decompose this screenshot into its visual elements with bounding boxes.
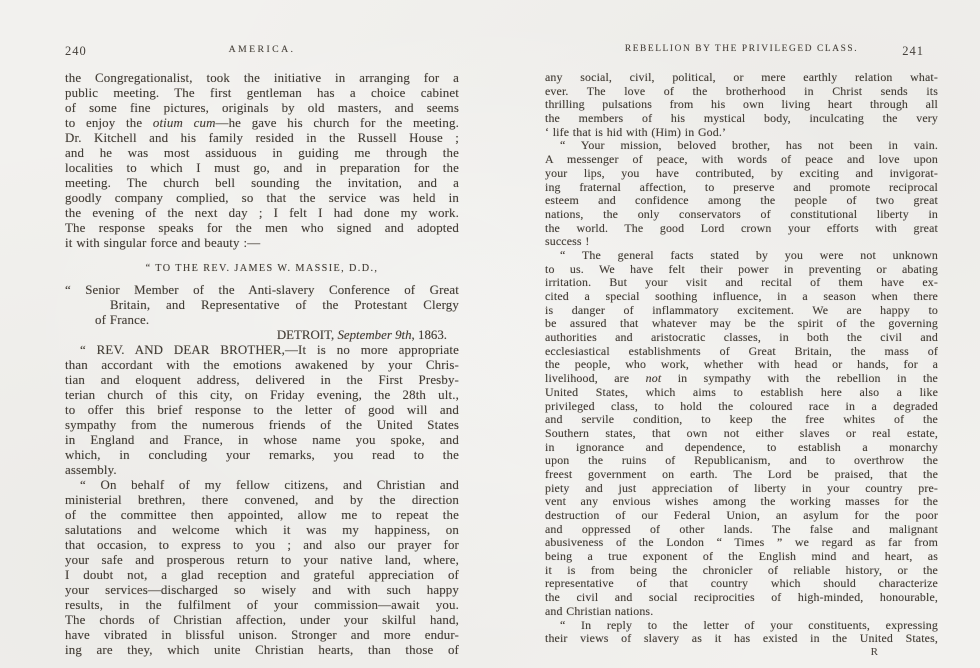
letter-dateline: DETROIT, September 9th, 1863. [276, 328, 447, 342]
text-line: cited a special soothing influence, in a season when there [545, 290, 938, 303]
text-line: their views of slavery as it has existed in the United States, [545, 632, 938, 646]
text-line: Southern states, that own not either slaves or real estate, [545, 426, 938, 440]
text-line: the members of his mystical body, inculcating the very [545, 112, 938, 126]
text-line: of France. [95, 313, 150, 327]
text-line: authorities and aristocratic classes, in both the civil and [545, 331, 938, 345]
text-line: of the committee then appointed, allow me to repeat the [65, 508, 459, 522]
text-line: and Christian nations. [545, 604, 654, 618]
text-line: “ REV. AND DEAR BROTHER,—It is no more appropriate [80, 343, 459, 357]
text-line: that occasion, to express to you ; and also our prayer for [65, 538, 459, 552]
text-line: tian and eloquent address, delivered in the First Presby- [65, 373, 459, 387]
text-line: meeting. The church bell sounding the invitation, and a [65, 176, 459, 190]
text-line: “ On behalf of my fellow citizens, and Christian and [80, 478, 459, 492]
text-line: vent any envious wishes among the working masses for the [545, 495, 938, 509]
left-page-number: 240 [65, 44, 87, 58]
text-line: livelihood, are not in sympathy with the rebellion in the [545, 372, 938, 386]
right-running-header [545, 44, 938, 60]
text-line: assembly. [65, 463, 117, 477]
text-line: to enjoy the otium cum—he gave his church for the meeting. [65, 116, 459, 130]
text-line: upon the ruins of Republicanism, and to overthrow the [545, 454, 938, 468]
text-line: esteem and confidence among the people of two great [545, 194, 938, 208]
text-line: than accordant with the emotions awakened by your Chris- [65, 358, 459, 372]
text-line: privileged class, to hold the coloured race in a degraded [545, 399, 938, 413]
text-line: in England and France, in whose name you spoke, and [65, 433, 459, 447]
left-running-title: AMERICA. [228, 44, 296, 55]
text-line: irritation. But your visit and recital of them have ex- [545, 276, 938, 290]
text-line: “ Your mission, beloved brother, has not been in vain. [560, 139, 938, 153]
text-line: I doubt not, a glad reception and grateful appreciation of [65, 568, 459, 582]
text-line: being a true exponent of the English mind and heart, as [545, 550, 938, 564]
text-line: and he was most assiduous in guiding me through the [65, 146, 459, 160]
text-line: ‘ life that is hid with (Him) in God.’ [545, 125, 727, 139]
text-line: destruction of our Federal Union, an asylum for the poor [545, 509, 938, 522]
text-line: The chords of Christian affection, under your skilful hand, [65, 613, 459, 627]
letter-heading: “ TO THE REV. JAMES W. MASSIE, D.D., [145, 263, 379, 274]
text-line: terian church of this city, on Friday evening, the 28th ult., [65, 388, 459, 402]
text-line: A messenger of peace, with words of peace and love upon [545, 153, 938, 167]
text-line: “ In reply to the letter of your constituents, expressing [560, 618, 938, 632]
text-line: thrilling pulsations from his own living heart through all [545, 98, 938, 112]
text-line: any social, civil, political, or mere earthly relation what- [545, 71, 938, 84]
page-left [65, 40, 459, 658]
text-line: ministerial brethren, there convened, and by the direction [65, 493, 459, 507]
text-line: have vibrated in blissful unison. Stronger and more endur- [65, 628, 459, 642]
text-line: United States, which aims to establish here also a like [545, 385, 938, 399]
text-line: representative of that country which should characterize [545, 577, 938, 591]
text-line: localities to which I must go, and in preparation for the [65, 161, 459, 175]
text-line: freest government on earth. The Lord be praised, that the [545, 467, 938, 481]
text-line: the Congregationalist, took the initiative in arranging for a [65, 71, 459, 85]
text-line: salutations and welcome which it was my happiness, on [65, 523, 459, 537]
text-line: results, in the fulfilment of your commission—await you. [65, 598, 459, 612]
page-right [545, 40, 938, 660]
text-line: Dr. Kitchell and his family resided in the Russell House ; [65, 131, 459, 145]
text-line: the world. The good Lord crown your efforts with great [545, 221, 938, 235]
text-line: in ignorance and dependence, to establish a monarchy [545, 440, 938, 454]
text-line: which, in concluding your remarks, you read to the [65, 448, 459, 462]
text-line: to us. We have felt their power in preventing or abating [545, 262, 938, 276]
right-page-number: 241 [902, 44, 924, 58]
text-line: the evening of the next day ; I felt I had done my work. [65, 206, 459, 220]
text-line: sympathy from the numerous friends of the United States [65, 418, 459, 432]
text-line: your lips, you have contributed, by exciting and invigorat- [545, 166, 938, 180]
text-line: be assured that whatever may be the spirit of the governing [545, 317, 938, 331]
text-line: and servile condition, to keep the free whites of the [545, 413, 938, 427]
text-line: your services—discharged so wisely and with such happy [65, 583, 459, 597]
text-line: “ The general facts stated by you were not unknown [560, 248, 938, 262]
left-page-body [65, 71, 459, 658]
text-line: ever. The love of the brotherhood in Christ sends its [545, 84, 938, 98]
text-line: your safe and prosperous return to your native land, where, [65, 553, 459, 567]
text-line: ecclesiastical establishments of Great Britain, the mass of [545, 344, 938, 358]
text-line: is danger of inflammatory excitement. We are happy to [545, 303, 938, 317]
text-line: it with singular force and beauty :— [65, 236, 261, 250]
right-running-title: REBELLION BY THE PRIVILEGED CLASS. [624, 44, 859, 54]
text-line: it is from being the chronicler of reliable history, or the [545, 563, 938, 577]
text-line: The response speaks for the men who signed and adopted [65, 221, 459, 235]
text-line: success ! [545, 235, 590, 249]
signature-mark: R [870, 645, 878, 658]
text-line: ing are they, which unite Christian hearts, than those of [65, 643, 459, 657]
text-line: nations, the only conservators of constitutional liberty in [545, 207, 938, 221]
text-line: the civil and social reciprocities of high-minded, honourable, [545, 591, 938, 605]
text-line: “ Senior Member of the Anti-slavery Conference of Great [65, 283, 459, 297]
text-line: the people, who work, whether with head or hands, for a [545, 358, 938, 372]
text-line: of some fine pictures, originals by old masters, and seems [65, 101, 459, 115]
text-line: public meeting. The first gentleman has a choice cabinet [65, 86, 459, 100]
text-line: abusiveness of the London “ Times ” we regard as far from [545, 536, 938, 550]
text-line: and oppressed of other lands. The false and malignant [545, 522, 938, 536]
text-line: ing fraternal affection, to preserve and promote reciprocal [545, 180, 938, 194]
left-running-header [65, 44, 459, 60]
text-line: to offer this brief response to the letter of good will and [65, 403, 459, 417]
text-line: piety and just appreciation of liberty in your country pre- [545, 481, 938, 495]
right-page-body [545, 71, 938, 660]
text-line: Britain, and Representative of the Protestant Clergy [110, 298, 459, 312]
text-line: goodly company complied, so that the service was held in [65, 191, 459, 205]
